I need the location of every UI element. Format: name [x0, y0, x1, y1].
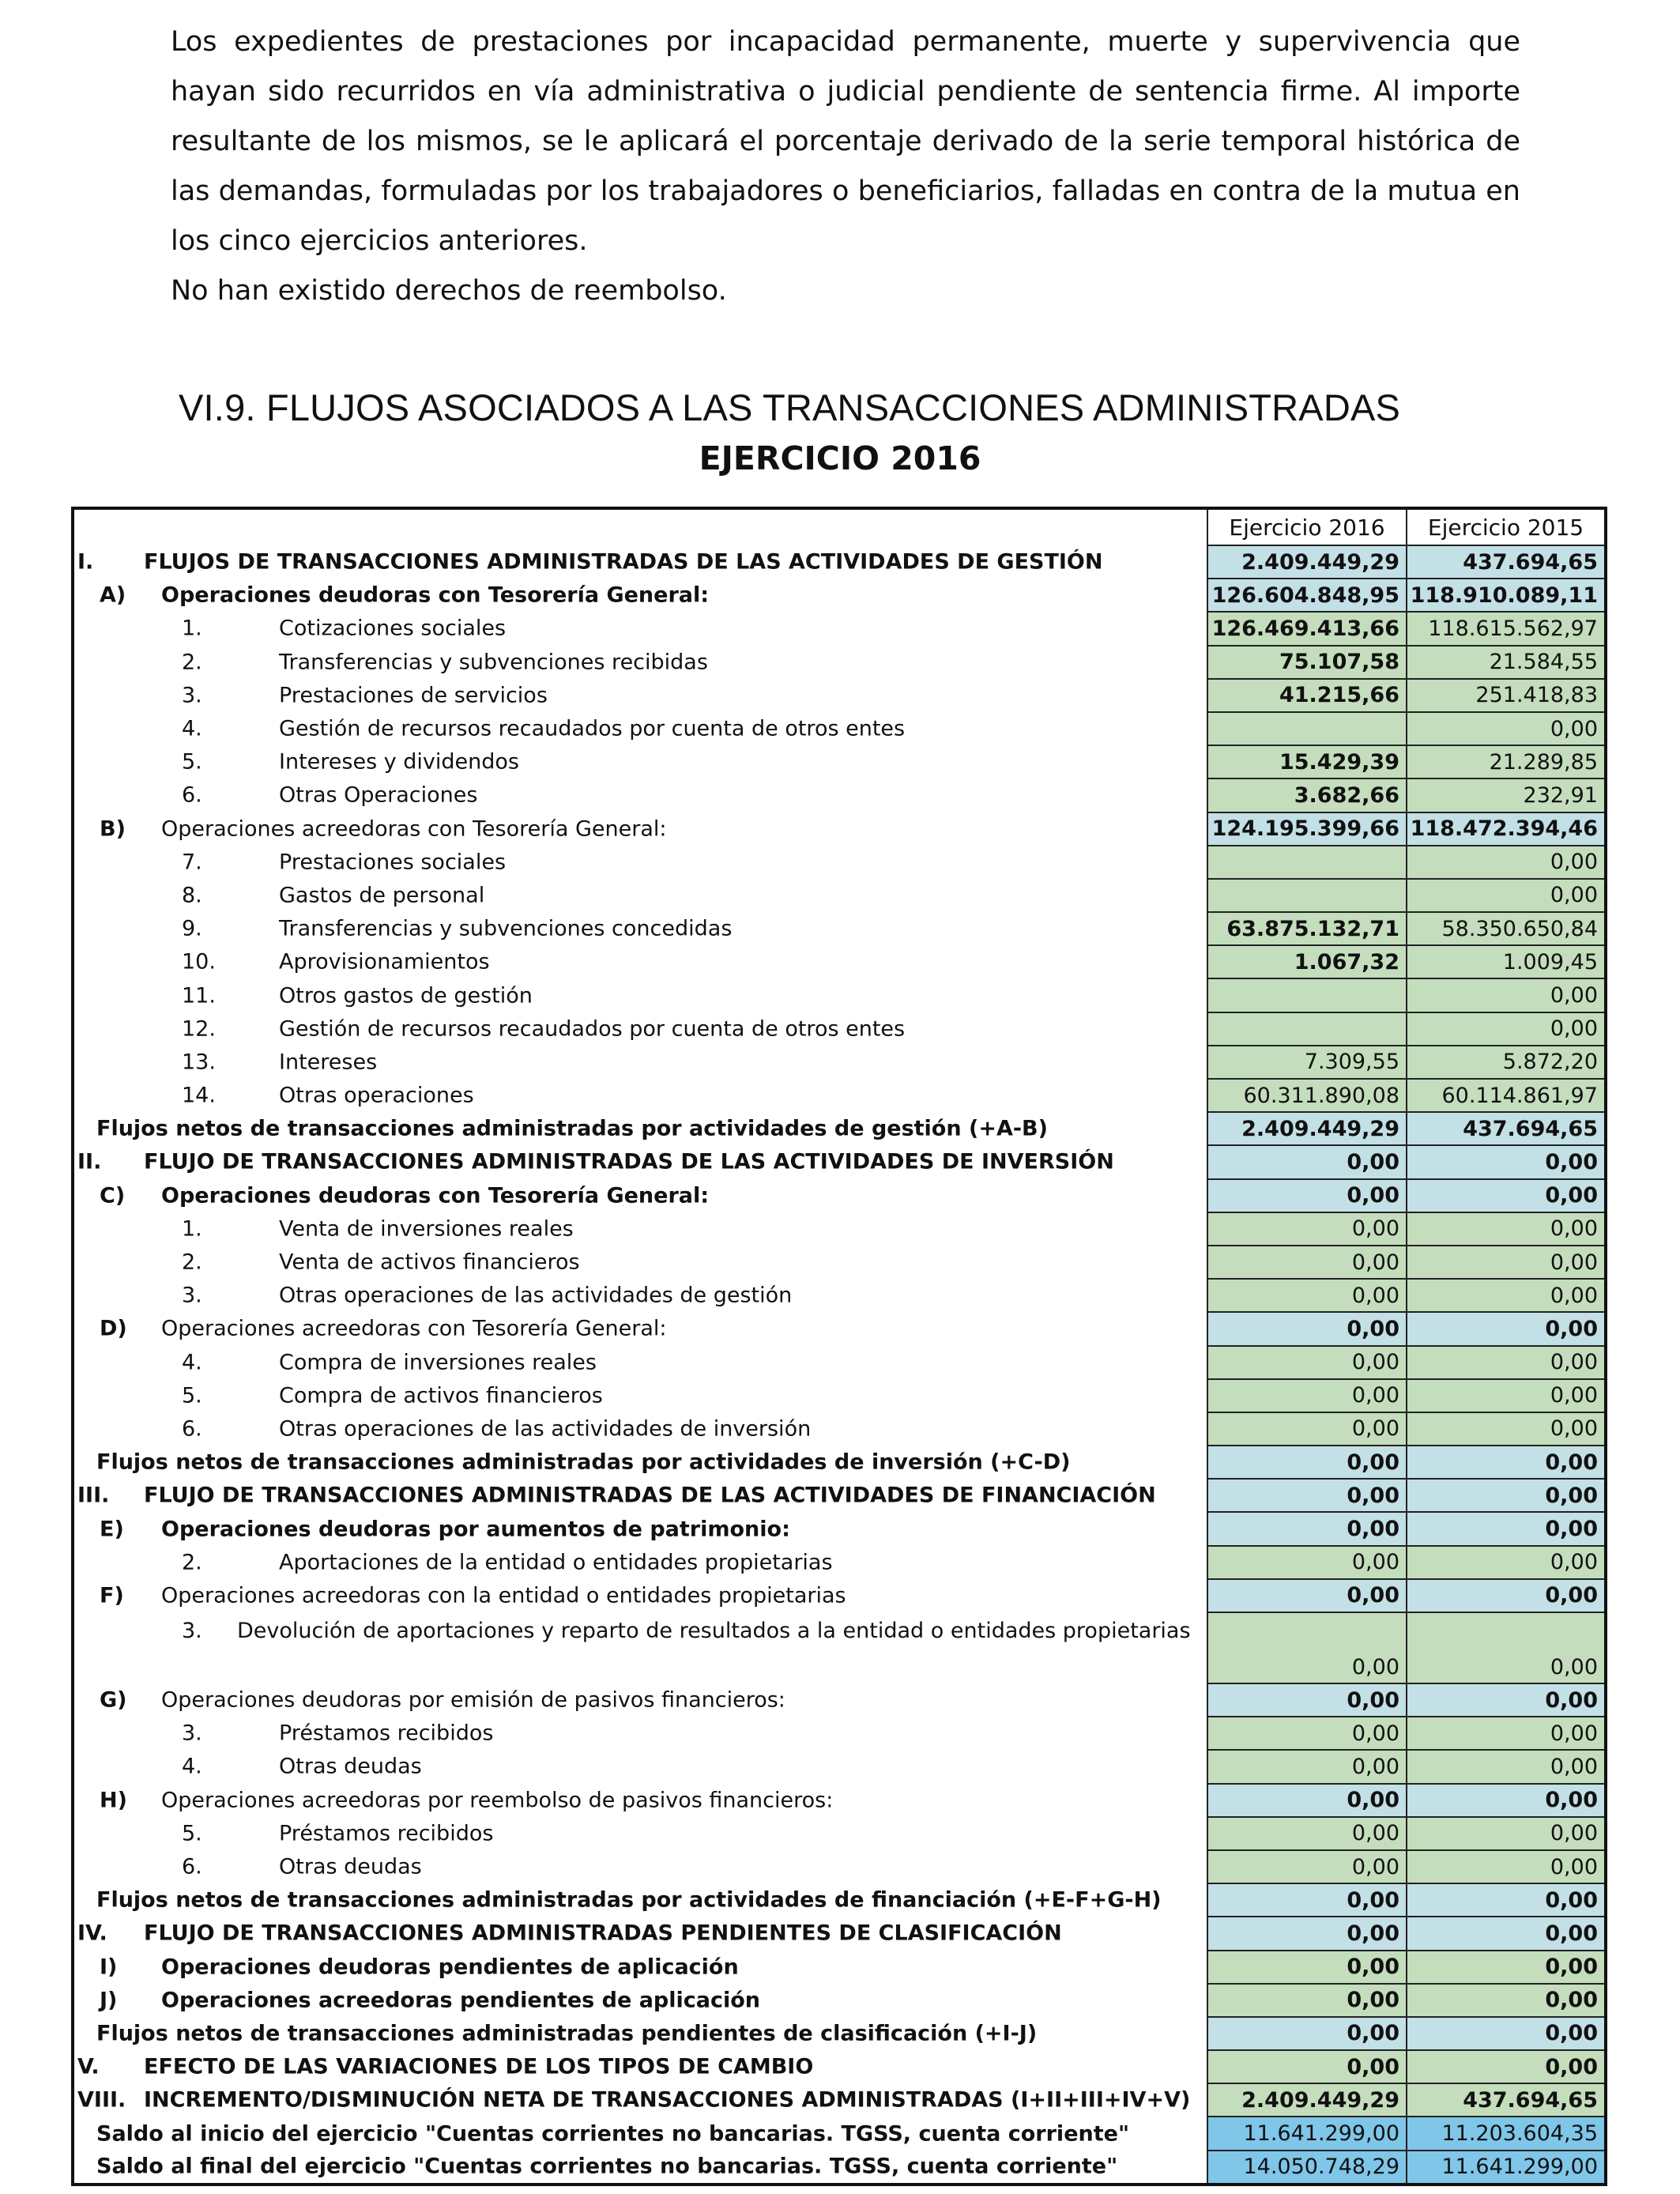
row-label-cell	[73, 1046, 1207, 1079]
value-2016: 0,00	[1207, 1817, 1407, 1850]
item-number: 3.	[182, 1721, 202, 1746]
item-number: 10.	[182, 949, 216, 974]
table-row-item	[73, 1379, 1606, 1412]
item-label: Transferencias y subvenciones recibidas	[279, 650, 708, 675]
item-label: Compra de inversiones reales	[279, 1350, 597, 1375]
item-number: 6.	[182, 782, 202, 808]
table-row-group	[73, 1179, 1606, 1212]
item-label: Gestión de recursos recaudados por cuenta de otros entes	[279, 1016, 906, 1042]
row-label-cell	[73, 1279, 1207, 1312]
item-number: 3.	[182, 683, 202, 708]
row-label-cell	[73, 1784, 1207, 1817]
group-letter: D)	[100, 1316, 127, 1341]
table-row-item	[73, 679, 1606, 712]
section-number: I.	[77, 549, 94, 575]
value-2015: 0,00	[1407, 1379, 1606, 1412]
table-row-section	[73, 545, 1606, 579]
value-2015: 0,00	[1407, 846, 1606, 879]
row-label-cell	[73, 812, 1207, 846]
value-2015: 437.694,65	[1407, 545, 1606, 579]
item-number: 13.	[182, 1050, 216, 1075]
row-label-cell	[73, 1750, 1207, 1783]
value-2015: 0,00	[1407, 1012, 1606, 1046]
row-label-cell	[73, 1246, 1207, 1279]
item-label: Prestaciones sociales	[279, 850, 507, 875]
item-label: Otras operaciones de las actividades de inversión	[279, 1416, 812, 1442]
value-2015: 0,00	[1407, 1951, 1606, 1984]
item-number: 12.	[182, 1016, 216, 1042]
table-row-total	[73, 2151, 1606, 2185]
table-row-group	[73, 1984, 1606, 2017]
row-label-cell	[73, 1951, 1207, 1984]
value-2015: 0,00	[1407, 1683, 1606, 1717]
value-2016: 126.469.413,66	[1207, 612, 1407, 645]
table-row-group	[73, 1951, 1606, 1984]
row-label-cell	[73, 1446, 1207, 1479]
value-2016: 11.641.299,00	[1207, 2117, 1407, 2150]
value-2015: 232,91	[1407, 778, 1606, 812]
table-row-section	[73, 1917, 1606, 1950]
table-row-item	[73, 1279, 1606, 1312]
value-2015: 0,00	[1407, 1179, 1606, 1212]
table-row-total	[73, 1446, 1606, 1479]
value-2015: 1.009,45	[1407, 945, 1606, 978]
row-label-cell	[73, 1984, 1207, 2017]
item-label: Cotizaciones sociales	[279, 616, 507, 641]
value-2016: 0,00	[1207, 1446, 1407, 1479]
item-label: Otras operaciones de las actividades de gestión	[279, 1283, 793, 1308]
item-number: 2.	[182, 1250, 202, 1275]
item-label: Gestión de recursos recaudados por cuenta de otros entes	[279, 716, 906, 741]
value-2016: 3.682,66	[1207, 778, 1407, 812]
value-2016: 0,00	[1207, 1883, 1407, 1917]
group-title-text: Operaciones deudoras por aumentos de patrimonio:	[161, 1517, 790, 1542]
value-2015: 0,00	[1407, 1850, 1606, 1883]
value-2016: 75.107,58	[1207, 646, 1407, 679]
row-label-cell	[73, 1850, 1207, 1883]
table-row-group	[73, 579, 1606, 612]
row-label-cell	[73, 912, 1207, 945]
table-row-group	[73, 1312, 1606, 1345]
row-label-cell	[73, 846, 1207, 879]
table-row-section	[73, 2050, 1606, 2083]
total-label: Flujos netos de transacciones administradas por actividades de financiación (+E-F+G-H)	[96, 1887, 1162, 1913]
group-letter: A)	[100, 582, 126, 608]
value-2015: 0,00	[1407, 1750, 1606, 1783]
value-2016: 0,00	[1207, 1512, 1407, 1545]
table-row-item	[73, 1850, 1606, 1883]
value-2016: 60.311.890,08	[1207, 1079, 1407, 1112]
table-row-group	[73, 1512, 1606, 1545]
group-letter: F)	[100, 1583, 124, 1608]
row-label-cell	[73, 1883, 1207, 1917]
item-number: 4.	[182, 1350, 202, 1375]
item-number: 11.	[182, 983, 216, 1008]
item-number: 4.	[182, 716, 202, 741]
group-title-text: Operaciones acreedoras por reembolso de pasivos financieros:	[161, 1788, 834, 1813]
section-number: II.	[77, 1149, 102, 1174]
value-2016	[1207, 978, 1407, 1012]
value-2016	[1207, 712, 1407, 745]
table-row-item	[73, 1717, 1606, 1750]
table-row-section	[73, 2083, 1606, 2117]
group-letter: I)	[100, 1955, 118, 1980]
value-2015: 0,00	[1407, 1883, 1606, 1917]
table-row-group	[73, 1683, 1606, 1717]
row-label-cell	[73, 1212, 1207, 1246]
row-label-cell	[73, 1717, 1207, 1750]
section-title-text: FLUJO DE TRANSACCIONES ADMINISTRADAS PENDIENTES DE CLASIFICACIÓN	[144, 1921, 1062, 1946]
value-2016: 0,00	[1207, 1379, 1407, 1412]
value-2015: 0,00	[1407, 712, 1606, 745]
value-2015: 0,00	[1407, 978, 1606, 1012]
table-row-item	[73, 879, 1606, 912]
value-2016: 0,00	[1207, 1179, 1407, 1212]
flows-table	[71, 507, 1607, 2186]
value-2015: 0,00	[1407, 1446, 1606, 1479]
value-2015: 0,00	[1407, 1512, 1606, 1545]
value-2015: 0,00	[1407, 2050, 1606, 2083]
table-row-item	[73, 1212, 1606, 1246]
value-2016: 126.604.848,95	[1207, 579, 1407, 612]
table-row-item	[73, 846, 1606, 879]
item-number: 9.	[182, 916, 202, 941]
value-2016: 1.067,32	[1207, 945, 1407, 978]
item-label: Otras Operaciones	[279, 782, 478, 808]
group-title-text: Operaciones acreedoras con Tesorería General:	[161, 816, 667, 842]
row-label-cell	[73, 1917, 1207, 1950]
item-label: Préstamos recibidos	[279, 1721, 494, 1746]
value-2015: 0,00	[1407, 1312, 1606, 1345]
value-2015: 0,00	[1407, 1579, 1606, 1612]
value-2015: 0,00	[1407, 1917, 1606, 1950]
section-number: V.	[77, 2054, 100, 2079]
row-label-cell	[73, 1612, 1207, 1683]
group-letter: H)	[100, 1788, 127, 1813]
table-row-group	[73, 1784, 1606, 1817]
item-number: 6.	[182, 1416, 202, 1442]
row-label-cell	[73, 745, 1207, 778]
value-2016: 0,00	[1207, 1579, 1407, 1612]
value-2015: 58.350.650,84	[1407, 912, 1606, 945]
group-letter: J)	[100, 1988, 118, 2013]
value-2016: 0,00	[1207, 1312, 1407, 1345]
value-2016: 0,00	[1207, 1683, 1407, 1717]
item-number: 2.	[182, 1550, 202, 1575]
value-2016: 2.409.449,29	[1207, 1112, 1407, 1145]
row-label-cell	[73, 1412, 1207, 1446]
row-label-cell	[73, 945, 1207, 978]
value-2015: 0,00	[1407, 1717, 1606, 1750]
item-label: Otros gastos de gestión	[279, 983, 533, 1008]
table-row-item	[73, 1346, 1606, 1379]
value-2016: 0,00	[1207, 1850, 1407, 1883]
table-row-group	[73, 812, 1606, 846]
row-label-cell	[73, 2117, 1207, 2150]
row-label-cell	[73, 2083, 1207, 2117]
group-title-text: Operaciones acreedoras con la entidad o entidades propietarias	[161, 1583, 846, 1608]
value-2015: 118.472.394,46	[1407, 812, 1606, 846]
section-number: III.	[77, 1483, 110, 1508]
value-2015: 0,00	[1407, 1479, 1606, 1512]
section-number: IV.	[77, 1921, 107, 1946]
row-label-cell	[73, 712, 1207, 745]
value-2016: 0,00	[1207, 1717, 1407, 1750]
value-2016: 7.309,55	[1207, 1046, 1407, 1079]
value-2015: 118.615.562,97	[1407, 612, 1606, 645]
table-row-item	[73, 1246, 1606, 1279]
value-2016: 0,00	[1207, 1246, 1407, 1279]
value-2016: 2.409.449,29	[1207, 545, 1407, 579]
item-label: Venta de activos financieros	[279, 1250, 580, 1275]
value-2015: 0,00	[1407, 1212, 1606, 1246]
table-row-item	[73, 1079, 1606, 1112]
item-number: 2.	[182, 650, 202, 675]
item-number: 14.	[182, 1083, 216, 1108]
row-label-cell	[73, 1579, 1207, 1612]
table-row-total	[73, 1883, 1606, 1917]
value-2016: 15.429,39	[1207, 745, 1407, 778]
item-label: Aprovisionamientos	[279, 949, 490, 974]
value-2016: 63.875.132,71	[1207, 912, 1407, 945]
value-2016: 0,00	[1207, 1612, 1407, 1683]
value-2015: 0,00	[1407, 1279, 1606, 1312]
intro-paragraph: Los expedientes de prestaciones por incapacidad permanente, muerte y supervivencia que hayan sido recurridos en vía administrativa o judicial pendiente de sentencia firme. Al importe resultante de los mismos, se le aplicará el porcentaje derivado de la serie temporal histórica de las demandas, formuladas por los trabajadores o beneficiarios, falladas en contra de la mutua en los cinco ejercicios anteriores.	[171, 26, 1520, 257]
item-number: 5.	[182, 1383, 202, 1408]
value-2015: 0,00	[1407, 1412, 1606, 1446]
table-row-item	[73, 1817, 1606, 1850]
table-row-item	[73, 612, 1606, 645]
group-title-text: Operaciones deudoras pendientes de aplicación	[161, 1955, 739, 1980]
value-2015: 0,00	[1407, 1612, 1606, 1683]
item-label: Devolución de aportaciones y reparto de resultados a la entidad o entidades propietarias	[237, 1619, 1191, 1643]
item-label: Otras operaciones	[279, 1083, 474, 1108]
row-label-cell	[73, 1179, 1207, 1212]
item-number: 4.	[182, 1754, 202, 1779]
value-2015: 437.694,65	[1407, 1112, 1606, 1145]
item-number: 3.	[182, 1619, 202, 1643]
item-label: Prestaciones de servicios	[279, 683, 548, 708]
value-2015: 0,00	[1407, 1246, 1606, 1279]
row-label-cell	[73, 1683, 1207, 1717]
section-title-text: FLUJO DE TRANSACCIONES ADMINISTRADAS DE LAS ACTIVIDADES DE INVERSIÓN	[144, 1149, 1114, 1174]
value-2016: 0,00	[1207, 2017, 1407, 2050]
table-row-item	[73, 1750, 1606, 1783]
intro-note: No han existido derechos de reembolso.	[171, 275, 727, 307]
row-label-cell	[73, 545, 1207, 579]
value-2016: 2.409.449,29	[1207, 2083, 1407, 2117]
item-label: Gastos de personal	[279, 883, 485, 908]
row-label-cell	[73, 778, 1207, 812]
row-label-cell	[73, 646, 1207, 679]
item-label: Préstamos recibidos	[279, 1821, 494, 1846]
item-number: 8.	[182, 883, 202, 908]
section-title-text: FLUJO DE TRANSACCIONES ADMINISTRADAS DE LAS ACTIVIDADES DE FINANCIACIÓN	[144, 1483, 1156, 1508]
row-label-cell	[73, 1079, 1207, 1112]
value-2016: 0,00	[1207, 1346, 1407, 1379]
value-2016: 0,00	[1207, 1479, 1407, 1512]
row-label-cell	[73, 2151, 1207, 2185]
value-2016: 0,00	[1207, 1412, 1407, 1446]
table-row-itemwide	[73, 1612, 1606, 1683]
row-label-cell	[73, 1479, 1207, 1512]
item-label: Aportaciones de la entidad o entidades propietarias	[279, 1550, 833, 1575]
group-letter: C)	[100, 1183, 126, 1208]
value-2015: 251.418,83	[1407, 679, 1606, 712]
value-2015: 21.289,85	[1407, 745, 1606, 778]
value-2016: 0,00	[1207, 1750, 1407, 1783]
value-2015: 21.584,55	[1407, 646, 1606, 679]
item-label: Compra de activos financieros	[279, 1383, 603, 1408]
row-label-cell	[73, 1379, 1207, 1412]
row-label-cell	[73, 1112, 1207, 1145]
value-2015: 118.910.089,11	[1407, 579, 1606, 612]
row-label-cell	[73, 1346, 1207, 1379]
value-2015: 0,00	[1407, 1145, 1606, 1178]
item-label: Intereses y dividendos	[279, 749, 519, 775]
value-2015: 0,00	[1407, 1546, 1606, 1579]
table-row-section	[73, 1145, 1606, 1178]
total-label: Flujos netos de transacciones administradas por actividades de inversión (+C-D)	[96, 1449, 1071, 1475]
total-label: Flujos netos de transacciones administradas por actividades de gestión (+A-B)	[96, 1116, 1048, 1141]
table-row-item	[73, 1012, 1606, 1046]
item-number: 1.	[182, 1216, 202, 1242]
row-label-cell	[73, 2050, 1207, 2083]
table-row-item	[73, 778, 1606, 812]
row-label-cell	[73, 1312, 1207, 1345]
table-row-group	[73, 1579, 1606, 1612]
group-title-text: Operaciones acreedoras con Tesorería General:	[161, 1316, 667, 1341]
table-header-row	[73, 508, 1606, 545]
item-label: Venta de inversiones reales	[279, 1216, 574, 1242]
table-row-item	[73, 646, 1606, 679]
value-2015: 11.641.299,00	[1407, 2151, 1606, 2185]
group-title-text: Operaciones deudoras con Tesorería General:	[161, 582, 710, 608]
value-2016: 0,00	[1207, 1145, 1407, 1178]
table-row-total	[73, 2017, 1606, 2050]
group-letter: E)	[100, 1517, 124, 1542]
value-2015: 0,00	[1407, 2017, 1606, 2050]
table-row-total	[73, 2117, 1606, 2150]
table-row-item	[73, 1046, 1606, 1079]
table-row-item	[73, 1412, 1606, 1446]
value-2016: 0,00	[1207, 1784, 1407, 1817]
row-label-cell	[73, 1512, 1207, 1545]
value-2016: 14.050.748,29	[1207, 2151, 1407, 2185]
value-2016: 0,00	[1207, 1546, 1407, 1579]
value-2015: 5.872,20	[1407, 1046, 1606, 1079]
group-title-text: Operaciones acreedoras pendientes de aplicación	[161, 1988, 761, 2013]
table-row-item	[73, 712, 1606, 745]
row-label-cell	[73, 1145, 1207, 1178]
section-title-text: INCREMENTO/DISMINUCIÓN NETA DE TRANSACCIONES ADMINISTRADAS (I+II+III+IV+V)	[144, 2087, 1191, 2113]
section-title-text: EFECTO DE LAS VARIACIONES DE LOS TIPOS DE CAMBIO	[144, 2054, 814, 2079]
item-number: 7.	[182, 850, 202, 875]
value-2016: 0,00	[1207, 1212, 1407, 1246]
item-number: 3.	[182, 1283, 202, 1308]
total-label: Saldo al inicio del ejercicio "Cuentas corrientes no bancarias. TGSS, cuenta corriente"	[96, 2121, 1130, 2147]
group-letter: B)	[100, 816, 126, 842]
row-label-cell	[73, 1012, 1207, 1046]
group-letter: G)	[100, 1687, 127, 1713]
total-label: Saldo al final del ejercicio "Cuentas corrientes no bancarias. TGSS, cuenta corriente"	[96, 2154, 1118, 2179]
value-2016: 0,00	[1207, 1917, 1407, 1950]
row-label-cell	[73, 612, 1207, 645]
value-2016: 0,00	[1207, 1279, 1407, 1312]
row-label-cell	[73, 2017, 1207, 2050]
item-number: 1.	[182, 616, 202, 641]
row-label-cell	[73, 1546, 1207, 1579]
row-label-cell	[73, 1817, 1207, 1850]
item-label: Transferencias y subvenciones concedidas	[279, 916, 733, 941]
value-2015: 0,00	[1407, 879, 1606, 912]
value-2015: 437.694,65	[1407, 2083, 1606, 2117]
intro-text	[171, 14, 1520, 316]
section-title: VI.9. FLUJOS ASOCIADOS A LAS TRANSACCIONES ADMINISTRADAS	[179, 386, 1401, 428]
value-2015: 0,00	[1407, 1784, 1606, 1817]
item-label: Otras deudas	[279, 1854, 422, 1879]
value-2016	[1207, 846, 1407, 879]
value-2015: 0,00	[1407, 1817, 1606, 1850]
table-row-item	[73, 978, 1606, 1012]
value-2015: 0,00	[1407, 1346, 1606, 1379]
item-label: Intereses	[279, 1050, 378, 1075]
flows-table-body	[73, 508, 1606, 2185]
item-number: 6.	[182, 1854, 202, 1879]
item-number: 5.	[182, 749, 202, 775]
item-number: 5.	[182, 1821, 202, 1846]
value-2015: 0,00	[1407, 1984, 1606, 2017]
table-row-total	[73, 1112, 1606, 1145]
table-row-item	[73, 945, 1606, 978]
value-2016: 124.195.399,66	[1207, 812, 1407, 846]
table-row-section	[73, 1479, 1606, 1512]
table-row-item	[73, 1546, 1606, 1579]
item-label: Otras deudas	[279, 1754, 422, 1779]
header-blank	[73, 508, 1207, 545]
table-row-item	[73, 745, 1606, 778]
row-label-cell	[73, 679, 1207, 712]
section-title-text: FLUJOS DE TRANSACCIONES ADMINISTRADAS DE LAS ACTIVIDADES DE GESTIÓN	[144, 549, 1103, 575]
value-2016: 0,00	[1207, 2050, 1407, 2083]
table-row-item	[73, 912, 1606, 945]
value-2016: 0,00	[1207, 1984, 1407, 2017]
row-label-cell	[73, 978, 1207, 1012]
group-title-text: Operaciones deudoras por emisión de pasivos financieros:	[161, 1687, 785, 1713]
value-2016	[1207, 1012, 1407, 1046]
value-2015: 60.114.861,97	[1407, 1079, 1606, 1112]
value-2016	[1207, 879, 1407, 912]
header-ejercicio-2016: Ejercicio 2016	[1207, 508, 1407, 545]
row-label-cell	[73, 579, 1207, 612]
value-2015: 11.203.604,35	[1407, 2117, 1606, 2150]
header-ejercicio-2015: Ejercicio 2015	[1407, 508, 1606, 545]
total-label: Flujos netos de transacciones administradas pendientes de clasificación (+I-J)	[96, 2021, 1038, 2046]
group-title-text: Operaciones deudoras con Tesorería General:	[161, 1183, 710, 1208]
value-2016: 41.215,66	[1207, 679, 1407, 712]
section-number: VIII.	[77, 2087, 126, 2113]
value-2016: 0,00	[1207, 1951, 1407, 1984]
section-subtitle: EJERCICIO 2016	[699, 439, 981, 477]
row-label-cell	[73, 879, 1207, 912]
